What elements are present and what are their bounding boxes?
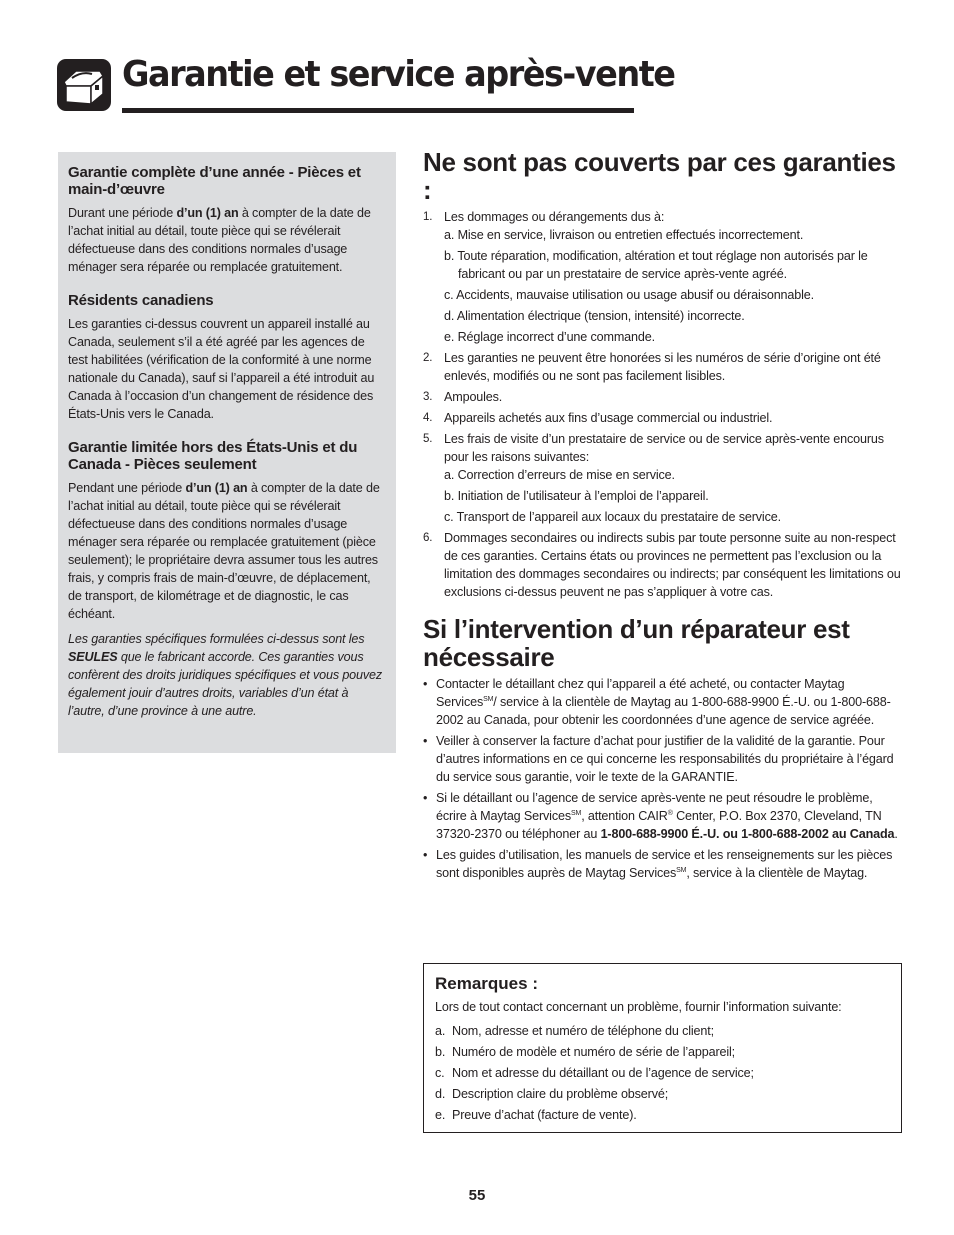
canadian-residents-text: Les garanties ci-dessus couvrent un appareil installé au Canada, seulement s’il a été agréé par les agences de test habilitées (vérification de la conformité à une norme nationale du Canada), sauf si l’appareil a été introduit au Canada à l’occasion d’un changement de résidence des États-Unis vers le Canada. bbox=[68, 317, 375, 421]
sub-item bbox=[444, 307, 903, 325]
page-number: 55 bbox=[468, 1187, 486, 1204]
text-bold: SEULES bbox=[68, 650, 118, 664]
sub-text: Toute réparation, modification, altération et tout réglage non autorisés par le fabricant ou par un prestataire de service après-vente agréé. bbox=[457, 249, 868, 281]
text-part: / service à la clientèle de Maytag au 1-800-688-9900 É.-U. ou 1-800-688-2002 au Canada, pour obtenir les coordonnées d’une agence de service agréée. bbox=[436, 695, 891, 727]
sub-item bbox=[444, 328, 903, 346]
full-warranty-heading: Garantie complète d’une année - Pièces et main-d’œuvre bbox=[68, 164, 361, 198]
item-letter: b. bbox=[435, 1045, 446, 1059]
sub-text: Transport de l’appareil aux locaux du prestataire de service. bbox=[456, 510, 781, 524]
list-item bbox=[423, 349, 903, 385]
list-item bbox=[423, 430, 903, 526]
item-text: Appareils achetés aux fins d’usage commercial ou industriel. bbox=[444, 411, 773, 425]
list-item bbox=[435, 1022, 890, 1040]
item-text: Dommages secondaires ou indirects subis par toute personne suite au non-respect de ces garanties. Certains états ou provinces ne permettent pas l’exclusion ou la limitation des dommages secondaires ou indirects; par conséquent les limitations ou exclusions ci-dessus peuvent ne pas s’appliquer à votre cas. bbox=[444, 531, 901, 599]
item-number: 5. bbox=[423, 433, 433, 445]
text-part: Pendant une période bbox=[68, 481, 186, 495]
service-mark: SM bbox=[483, 695, 494, 703]
sub-letter: d. bbox=[444, 309, 455, 323]
list-item bbox=[423, 789, 903, 843]
service-mark: SM bbox=[570, 809, 582, 817]
sub-letter: c. bbox=[444, 288, 454, 302]
page-header bbox=[56, 52, 675, 116]
repair-list bbox=[423, 675, 903, 882]
list-item bbox=[423, 388, 903, 406]
list-item bbox=[423, 208, 903, 346]
sub-text: Mise en service, livraison ou entretien effectués incorrectement. bbox=[457, 228, 804, 242]
notes-intro: Lors de tout contact concernant un problème, fournir l’information suivante: bbox=[435, 1000, 842, 1014]
text-part: Contacter le détaillant chez qui l’appareil a été acheté, ou contacter Maytag Services bbox=[436, 677, 845, 709]
sub-item bbox=[444, 466, 903, 484]
sub-text: Réglage incorrect d’une commande. bbox=[457, 330, 655, 344]
list-item bbox=[423, 409, 903, 427]
item-number: 6. bbox=[423, 532, 433, 544]
list-item bbox=[423, 732, 903, 786]
text-part: Les garanties spécifiques formulées ci-dessus sont les bbox=[68, 632, 365, 646]
toolbox-icon bbox=[56, 58, 112, 112]
phone-numbers: 1-800-688-9900 É.-U. ou 1-800-688-2002 au Canada bbox=[600, 827, 895, 841]
sub-text: Correction d’erreurs de mise en service. bbox=[457, 468, 675, 482]
sub-text: Accidents, mauvaise utilisation ou usage abusif ou déraisonnable. bbox=[456, 288, 814, 302]
item-text: Description claire du problème observé; bbox=[452, 1087, 669, 1101]
text-part: que le fabricant accorde. Ces garanties vous confèrent des droits juridiques spécifiques et vous pouvez également jouir d’autres droits, variables d’un état à l’autre, d’une province à une autre. bbox=[68, 650, 383, 718]
sub-letter: b. bbox=[444, 489, 455, 503]
page-title: Garantie et service après-vente bbox=[122, 54, 675, 95]
item-number: 1. bbox=[423, 211, 433, 223]
notes-list bbox=[435, 1022, 890, 1124]
warranty-sidebar bbox=[58, 152, 396, 753]
notes-heading: Remarques : bbox=[435, 974, 538, 993]
sub-letter: a. bbox=[444, 228, 455, 242]
item-number: 2. bbox=[423, 352, 433, 364]
sub-text: Initiation de l’utilisateur à l’emploi de l’appareil. bbox=[457, 489, 709, 503]
text-part: Si le détaillant ou l’agence de service après-vente ne peut résoudre le problème, écrire à Maytag Services bbox=[436, 791, 873, 823]
item-letter: e. bbox=[435, 1108, 446, 1122]
text-part: , service à la clientèle de Maytag. bbox=[686, 866, 868, 880]
text-bold: d’un (1) an bbox=[176, 206, 239, 220]
limited-warranty-heading: Garantie limitée hors des États-Unis et du Canada - Pièces seulement bbox=[68, 439, 358, 473]
repair-heading: Si l’intervention d’un réparateur est nécessaire bbox=[423, 614, 850, 672]
full-warranty-text bbox=[68, 204, 386, 276]
sub-letter: e. bbox=[444, 330, 455, 344]
sub-letter: c. bbox=[444, 510, 454, 524]
item-text: Nom, adresse et numéro de téléphone du client; bbox=[452, 1024, 714, 1038]
text-part: , attention CAIR bbox=[581, 809, 668, 823]
exclusions-heading: Ne sont pas couverts par ces garanties : bbox=[423, 147, 896, 205]
registered-mark: ® bbox=[667, 809, 673, 817]
limited-warranty-text bbox=[68, 479, 386, 623]
sub-list bbox=[444, 226, 903, 346]
exclusions-list bbox=[423, 208, 903, 601]
item-number: 4. bbox=[423, 412, 433, 424]
list-item bbox=[435, 1106, 890, 1124]
list-item bbox=[423, 675, 903, 729]
item-text: Ampoules. bbox=[444, 390, 503, 404]
item-text: Nom et adresse du détaillant ou de l’agence de service; bbox=[452, 1066, 754, 1080]
text-part: Veiller à conserver la facture d’achat pour justifier de la validité de la garantie. Pour d’autres informations en ce qui concerne les responsabilités du propriétaire à l’égard du service sous garantie, voir le texte de la GARANTIE. bbox=[436, 734, 894, 784]
item-text: Les dommages ou dérangements dus à: bbox=[444, 210, 665, 224]
warranty-disclaimer bbox=[68, 630, 386, 720]
text-part: . bbox=[894, 827, 898, 841]
sub-letter: a. bbox=[444, 468, 455, 482]
list-item bbox=[435, 1085, 890, 1103]
text-part: Les guides d’utilisation, les manuels de service et les renseignements sur les pièces sont disponibles auprès de Maytag Services bbox=[436, 848, 893, 880]
item-letter: a. bbox=[435, 1024, 446, 1038]
main-column bbox=[423, 148, 903, 885]
list-item bbox=[423, 846, 903, 882]
list-item bbox=[435, 1043, 890, 1061]
sub-text: Alimentation électrique (tension, intensité) incorrecte. bbox=[456, 309, 745, 323]
canadian-residents-heading: Résidents canadiens bbox=[68, 292, 214, 309]
item-letter: c. bbox=[435, 1066, 445, 1080]
text-part: Durant une période bbox=[68, 206, 177, 220]
item-letter: d. bbox=[435, 1087, 446, 1101]
item-text: Preuve d’achat (facture de vente). bbox=[452, 1108, 637, 1122]
item-text: Les frais de visite d’un prestataire de service ou de service après-vente encourus pour les raisons suivantes: bbox=[444, 432, 884, 464]
sub-letter: b. bbox=[444, 249, 455, 263]
sub-item bbox=[444, 487, 903, 505]
text-part: à compter de la date de l’achat initial au détail, toute pièce qui se révélerait défectueuse dans des conditions normales d’usage ménager sera réparée ou remplacée gratuitement (pièce seulement); le propriétaire devra assumer tous les autres frais, y compris frais de main-d’œuvre, de déplacement, de transport, de kilométrage et de diagnostic, le cas échéant. bbox=[68, 481, 380, 621]
sub-item bbox=[444, 286, 903, 304]
text-part: à compter de la date de l’achat initial au détail, toute pièce qui se révélerait défectueuse dans des conditions normales d’usage ménager sera réparée ou remplacée gratuitement. bbox=[68, 206, 371, 274]
list-item bbox=[423, 529, 903, 601]
item-text: Numéro de modèle et numéro de série de l’appareil; bbox=[452, 1045, 736, 1059]
text-part: Center, P.O. Box 2370, Cleveland, TN 37320-2370 ou téléphoner au bbox=[436, 809, 882, 841]
list-item bbox=[435, 1064, 890, 1082]
item-number: 3. bbox=[423, 391, 433, 403]
sub-item bbox=[444, 247, 903, 283]
service-mark: SM bbox=[676, 866, 687, 874]
text-bold: d’un (1) an bbox=[185, 481, 248, 495]
item-text: Les garanties ne peuvent être honorées si les numéros de série d’origine ont été enlevés, modifiés ou ne sont pas facilement lisibles. bbox=[444, 351, 881, 383]
sub-item bbox=[444, 226, 903, 244]
sub-list bbox=[444, 466, 903, 526]
notes-box bbox=[423, 963, 902, 1133]
title-underline bbox=[122, 108, 634, 113]
sub-item bbox=[444, 508, 903, 526]
